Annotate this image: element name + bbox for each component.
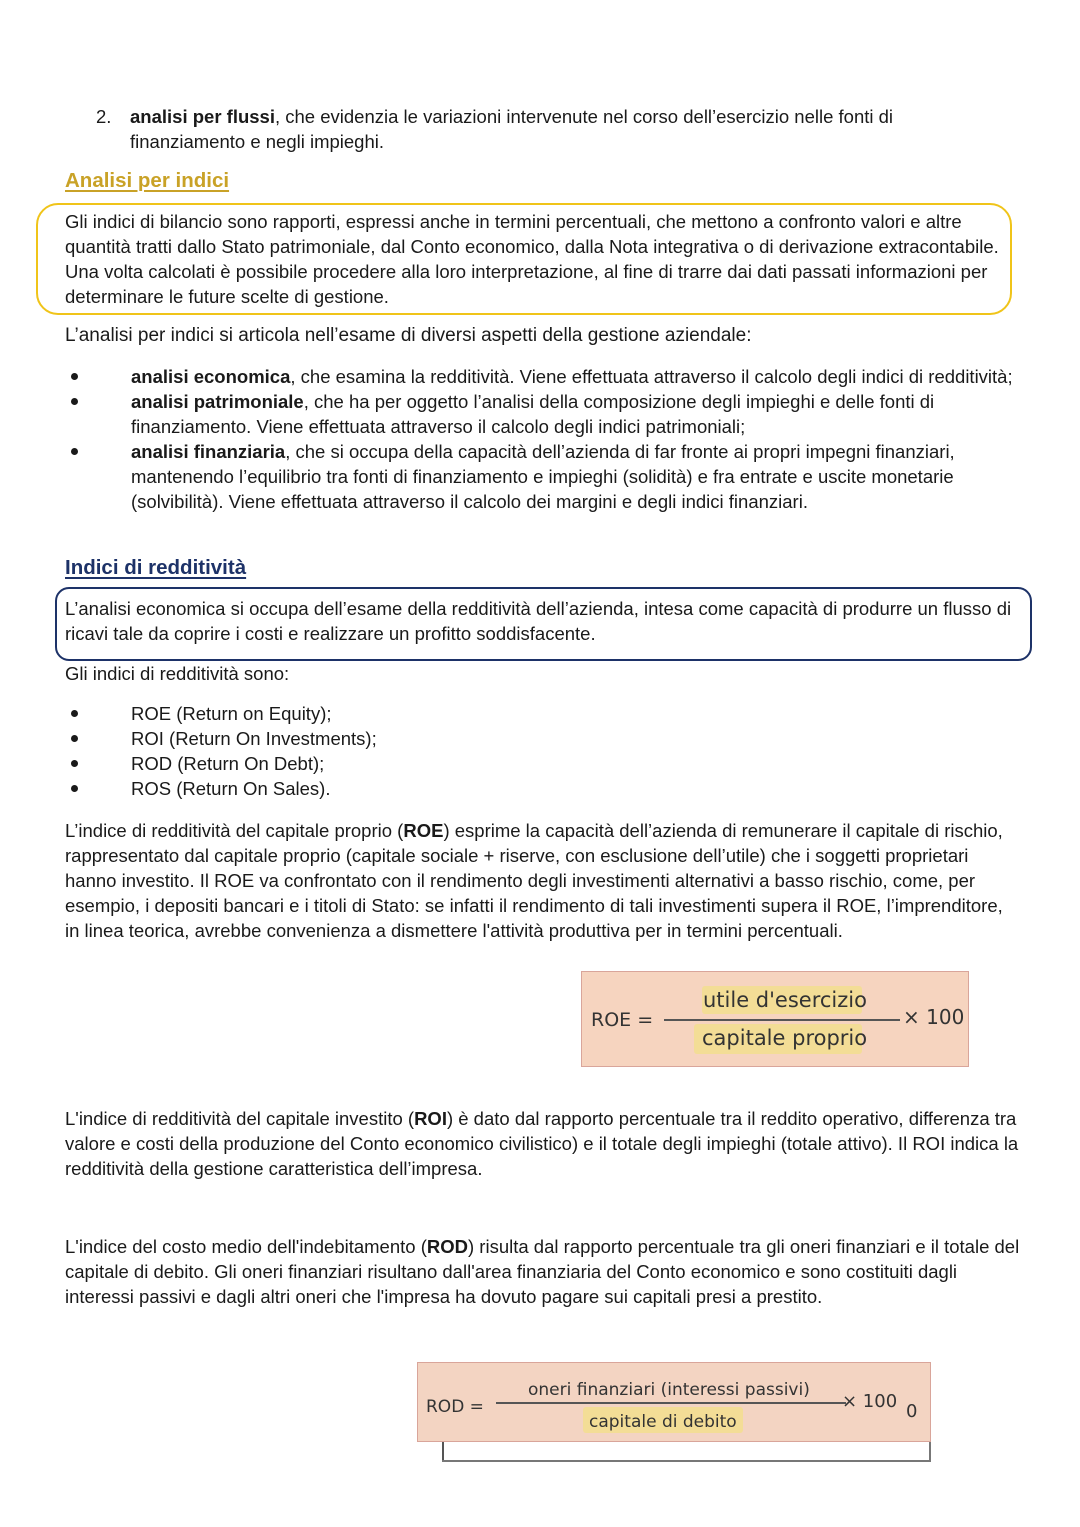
- roi-para-pre: L'indice di redditività del capitale investito (: [65, 1108, 415, 1129]
- definition-redditivita: L’analisi economica si occupa dell’esame della redditività dell’azienda, intesa come capacità di produrre un flusso di ricavi tale da coprire i costi e realizzare un profitto soddisfacente.: [65, 598, 1012, 644]
- analysis-intro: L’analisi per indici si articola nell’esame di diversi aspetti della gestione aziendale:: [65, 325, 752, 346]
- roe-para-post: ) esprime la capacità dell’azienda di remunerare il capitale di rischio, rappresentato dal capitale proprio (capitale sociale + riserve, con esclusione dell’utile) che i soggetti proprietari hanno investito. Il ROE va confrontato con il rendimento degli investimenti alternativi a basso rischio, come, per esempio, i depositi bancari e i titoli di Stato: se infatti il rendimento di tali investimenti supera il ROE, l’imprenditore, in linea teorica, avrebbe convenienza a dismettere l'attività produttiva per in termini percentuali.: [65, 820, 1003, 941]
- rod-lhs: ROD =: [426, 1397, 484, 1417]
- list-item: [65, 439, 1025, 514]
- numbered-item-2: [96, 104, 996, 154]
- bullet-bold: analisi economica: [131, 366, 291, 387]
- rod-para-bold: ROD: [426, 1236, 468, 1257]
- roe-multiplier: × 100: [903, 1005, 965, 1029]
- rod-para-pre: L'indice del costo medio dell'indebitamento (: [65, 1236, 427, 1257]
- bullet-text: , che esamina la redditività. Viene effettuata attraverso il calcolo degli indici di redditività;: [290, 366, 1013, 387]
- roe-para-pre: L’indice di redditività del capitale proprio (: [65, 820, 404, 841]
- roi-para-bold: ROI: [414, 1108, 447, 1129]
- rod-frame-left: [442, 1442, 444, 1460]
- bullet-text: , che ha per oggetto l’analisi della composizione degli impieghi e delle fonti di finanziamento. Viene effettuata attraverso il calcolo degli indici patrimoniali;: [131, 391, 935, 437]
- rod-paragraph: [65, 1234, 1025, 1309]
- item-text: [130, 104, 996, 154]
- rod-multiplier: × 100: [842, 1391, 898, 1412]
- list-item: ROE (Return on Equity);: [65, 701, 665, 726]
- analysis-bullet-list: [65, 364, 1025, 514]
- item-rest: , che evidenzia le variazioni intervenute nel corso dell’esercizio nelle fonti di finanziamento e negli impieghi.: [130, 106, 894, 152]
- list-item: ROD (Return On Debt);: [65, 751, 665, 776]
- roe-paragraph: [65, 818, 1020, 943]
- list-item: [65, 389, 1025, 439]
- heading-analisi-per-indici: Analisi per indici: [65, 169, 230, 192]
- roe-lhs: ROE =: [591, 1009, 654, 1031]
- item-number: 2.: [96, 106, 112, 127]
- roe-numerator: utile d'esercizio: [703, 988, 867, 1012]
- list-item: ROI (Return On Investments);: [65, 726, 665, 751]
- roe-denominator: capitale proprio: [702, 1026, 868, 1050]
- bullet-bold: analisi finanziaria: [131, 441, 286, 462]
- roi-para-post: ) è dato dal rapporto percentuale tra il reddito operativo, differenza tra valore e costi della produzione del Conto economico civilistico) e il totale degli impieghi (totale attivo). Il ROI indica la redditività della gestione caratteristica dell’impresa.: [65, 1108, 1019, 1179]
- rod-frame-bottom: [442, 1460, 931, 1462]
- definition-indici: Gli indici di bilancio sono rapporti, espressi anche in termini percentuali, che mettono a confronto valori e altre quantità tratti dallo Stato patrimoniale, dal Conto economico, dalla Nota integrativa o di derivazione extracontabile. Una volta calcolati è possibile procedere alla loro interpretazione, al fine di trarre dai dati passati informazioni per determinare le future scelte di gestione.: [65, 211, 999, 307]
- list-item: ROS (Return On Sales).: [65, 776, 665, 801]
- roi-paragraph: [65, 1106, 1020, 1181]
- indices-list: [65, 701, 665, 801]
- heading-indici-di-redditivita: Indici di redditività: [65, 556, 247, 579]
- roe-formula-image: [581, 971, 969, 1067]
- rod-numerator: oneri finanziari (interessi passivi): [528, 1380, 810, 1400]
- bullet-bold: analisi patrimoniale: [131, 391, 304, 412]
- item-bold: analisi per flussi: [130, 106, 275, 127]
- roe-para-bold: ROE: [403, 820, 444, 841]
- rod-stray-digit: 0: [906, 1401, 918, 1422]
- indices-intro: Gli indici di redditività sono:: [65, 663, 290, 684]
- fraction-line: [664, 1019, 900, 1021]
- rod-formula-image: [417, 1362, 931, 1442]
- rod-para-post: ) risulta dal rapporto percentuale tra gli oneri finanziari e il totale del capitale di debito. Gli oneri finanziari risultano dall'area finanziaria del Conto economico e sono costituiti dagli interessi passivi e dagli altri oneri che l'impresa ha dovuto pagare sui capitali presi a prestito.: [65, 1236, 1020, 1307]
- bullet-text: , che si occupa della capacità dell’azienda di far fronte ai propri impegni finanziari, mantenendo l’equilibrio tra fonti di finanziamento e impieghi (solidità) e fra entrate e uscite monetarie (solvibilità). Viene effettuata attraverso il calcolo dei margini e degli indici finanziari.: [131, 441, 955, 512]
- list-item: [65, 364, 1025, 389]
- rod-denominator: capitale di debito: [589, 1412, 737, 1432]
